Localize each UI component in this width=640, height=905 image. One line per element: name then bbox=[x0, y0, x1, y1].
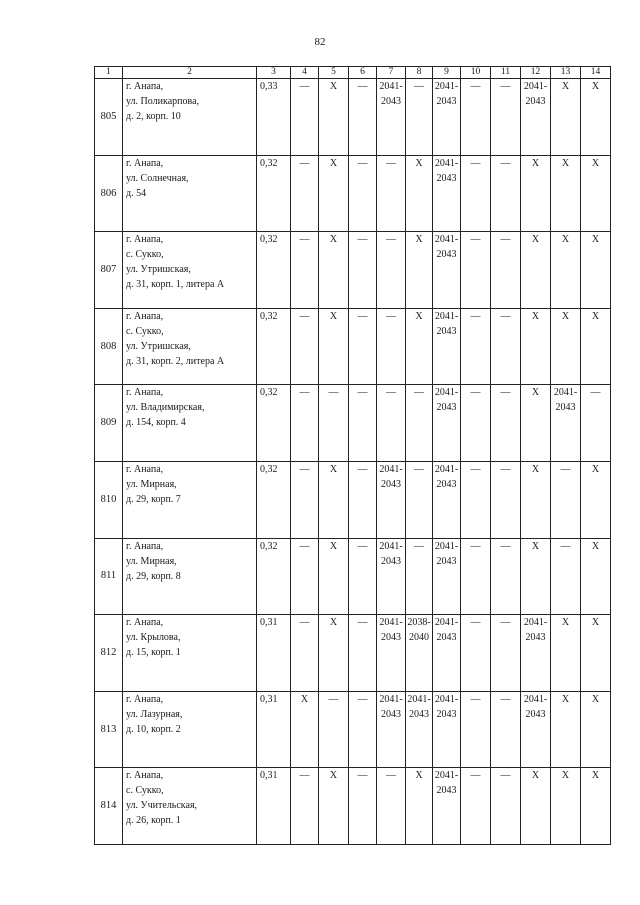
work-period-cell: 2041- 2043 bbox=[433, 79, 461, 156]
work-period-cell: — bbox=[349, 538, 377, 615]
area-cell: 0,31 bbox=[257, 768, 291, 845]
work-period-cell: 2041- 2043 bbox=[433, 461, 461, 538]
work-period-cell: — bbox=[291, 615, 319, 692]
work-period-cell: 2041- 2043 bbox=[521, 615, 551, 692]
work-period-cell: X bbox=[521, 232, 551, 309]
work-period-cell: — bbox=[491, 461, 521, 538]
work-period-cell: 2041- 2043 bbox=[433, 615, 461, 692]
work-period-cell: X bbox=[406, 232, 433, 309]
address-cell: г. Анапа, ул. Мирная, д. 29, корп. 8 bbox=[123, 538, 257, 615]
work-period-cell: — bbox=[491, 232, 521, 309]
work-period-cell: — bbox=[349, 385, 377, 462]
work-period-cell: X bbox=[551, 308, 581, 385]
column-header: 6 bbox=[349, 67, 377, 79]
work-period-cell: 2041- 2043 bbox=[377, 615, 406, 692]
column-header: 7 bbox=[377, 67, 406, 79]
work-period-cell: — bbox=[491, 79, 521, 156]
table-row bbox=[95, 155, 611, 232]
address-cell: г. Анапа, ул. Солнечная, д. 54 bbox=[123, 155, 257, 232]
table-row bbox=[95, 385, 611, 462]
area-cell: 0,32 bbox=[257, 308, 291, 385]
row-number: 813 bbox=[95, 691, 123, 768]
area-cell: 0,31 bbox=[257, 691, 291, 768]
area-cell: 0,32 bbox=[257, 155, 291, 232]
work-period-cell: — bbox=[291, 308, 319, 385]
work-period-cell: X bbox=[319, 155, 349, 232]
work-period-cell: — bbox=[349, 461, 377, 538]
work-period-cell: X bbox=[319, 232, 349, 309]
work-period-cell: — bbox=[349, 79, 377, 156]
work-period-cell: — bbox=[491, 308, 521, 385]
work-period-cell: X bbox=[319, 768, 349, 845]
work-period-cell: X bbox=[581, 768, 611, 845]
work-period-cell: — bbox=[461, 232, 491, 309]
work-period-cell: — bbox=[377, 308, 406, 385]
column-header: 14 bbox=[581, 67, 611, 79]
work-period-cell: — bbox=[491, 155, 521, 232]
column-header: 4 bbox=[291, 67, 319, 79]
work-period-cell: — bbox=[349, 768, 377, 845]
row-number: 808 bbox=[95, 308, 123, 385]
column-header: 3 bbox=[257, 67, 291, 79]
row-number: 812 bbox=[95, 615, 123, 692]
work-period-cell: — bbox=[461, 615, 491, 692]
work-period-cell: — bbox=[551, 461, 581, 538]
work-period-cell: X bbox=[581, 79, 611, 156]
address-cell: г. Анапа, с. Сукко, ул. Утришская, д. 31, корп. 1, литера А bbox=[123, 232, 257, 309]
column-header: 8 bbox=[406, 67, 433, 79]
work-period-cell: — bbox=[406, 461, 433, 538]
work-period-cell: X bbox=[581, 538, 611, 615]
work-period-cell: X bbox=[521, 461, 551, 538]
work-period-cell: — bbox=[461, 461, 491, 538]
table-row bbox=[95, 232, 611, 309]
table-body bbox=[95, 79, 611, 845]
work-period-cell: X bbox=[291, 691, 319, 768]
table-row bbox=[95, 538, 611, 615]
table-header bbox=[95, 67, 611, 79]
work-period-cell: — bbox=[406, 538, 433, 615]
column-header: 13 bbox=[551, 67, 581, 79]
work-period-cell: 2041- 2043 bbox=[433, 308, 461, 385]
work-period-cell: — bbox=[319, 691, 349, 768]
work-period-cell: — bbox=[377, 232, 406, 309]
work-period-cell: X bbox=[319, 79, 349, 156]
table-row bbox=[95, 615, 611, 692]
area-cell: 0,33 bbox=[257, 79, 291, 156]
work-period-cell: X bbox=[551, 155, 581, 232]
work-period-cell: — bbox=[581, 385, 611, 462]
column-header: 2 bbox=[123, 67, 257, 79]
table-row bbox=[95, 768, 611, 845]
work-period-cell: — bbox=[291, 461, 319, 538]
work-period-cell: — bbox=[291, 79, 319, 156]
work-period-cell: 2041- 2043 bbox=[433, 538, 461, 615]
work-period-cell: — bbox=[461, 79, 491, 156]
work-period-cell: X bbox=[521, 385, 551, 462]
work-period-cell: — bbox=[349, 308, 377, 385]
row-number: 806 bbox=[95, 155, 123, 232]
row-number: 811 bbox=[95, 538, 123, 615]
work-period-cell: 2038- 2040 bbox=[406, 615, 433, 692]
table-row bbox=[95, 461, 611, 538]
work-period-cell: 2041- 2043 bbox=[433, 232, 461, 309]
row-number: 814 bbox=[95, 768, 123, 845]
work-period-cell: — bbox=[461, 308, 491, 385]
work-period-cell: — bbox=[291, 538, 319, 615]
work-period-cell: — bbox=[349, 155, 377, 232]
work-period-cell: X bbox=[551, 79, 581, 156]
work-period-cell: — bbox=[349, 691, 377, 768]
work-period-cell: 2041- 2043 bbox=[377, 79, 406, 156]
area-cell: 0,32 bbox=[257, 232, 291, 309]
work-period-cell: — bbox=[349, 232, 377, 309]
area-cell: 0,32 bbox=[257, 538, 291, 615]
work-period-cell: X bbox=[551, 615, 581, 692]
column-header: 12 bbox=[521, 67, 551, 79]
column-header: 11 bbox=[491, 67, 521, 79]
work-period-cell: 2041- 2043 bbox=[433, 691, 461, 768]
work-period-cell: — bbox=[406, 79, 433, 156]
work-period-cell: — bbox=[291, 385, 319, 462]
address-cell: г. Анапа, ул. Мирная, д. 29, корп. 7 bbox=[123, 461, 257, 538]
work-period-cell: — bbox=[491, 385, 521, 462]
work-period-cell: 2041- 2043 bbox=[433, 385, 461, 462]
work-period-cell: X bbox=[319, 615, 349, 692]
work-period-cell: X bbox=[581, 615, 611, 692]
work-period-cell: — bbox=[461, 691, 491, 768]
work-period-cell: — bbox=[461, 155, 491, 232]
work-period-cell: 2041- 2043 bbox=[433, 155, 461, 232]
work-period-cell: — bbox=[349, 615, 377, 692]
work-period-cell: 2041- 2043 bbox=[551, 385, 581, 462]
address-cell: г. Анапа, ул. Лазурная, д. 10, корп. 2 bbox=[123, 691, 257, 768]
work-period-cell: — bbox=[291, 768, 319, 845]
work-period-cell: 2041- 2043 bbox=[521, 79, 551, 156]
work-period-cell: X bbox=[319, 461, 349, 538]
row-number: 809 bbox=[95, 385, 123, 462]
work-period-cell: — bbox=[406, 385, 433, 462]
work-period-cell: — bbox=[491, 615, 521, 692]
work-period-cell: X bbox=[406, 768, 433, 845]
register-table bbox=[94, 66, 611, 845]
work-period-cell: X bbox=[406, 155, 433, 232]
work-period-cell: 2041- 2043 bbox=[377, 538, 406, 615]
area-cell: 0,31 bbox=[257, 615, 291, 692]
header-row bbox=[95, 67, 611, 79]
work-period-cell: X bbox=[319, 308, 349, 385]
table-row bbox=[95, 308, 611, 385]
work-period-cell: — bbox=[461, 768, 491, 845]
work-period-cell: — bbox=[377, 768, 406, 845]
work-period-cell: — bbox=[551, 538, 581, 615]
work-period-cell: — bbox=[461, 385, 491, 462]
work-period-cell: 2041- 2043 bbox=[433, 768, 461, 845]
work-period-cell: X bbox=[551, 691, 581, 768]
work-period-cell: X bbox=[319, 538, 349, 615]
work-period-cell: — bbox=[377, 155, 406, 232]
work-period-cell: — bbox=[291, 155, 319, 232]
work-period-cell: X bbox=[406, 308, 433, 385]
work-period-cell: X bbox=[521, 155, 551, 232]
work-period-cell: X bbox=[581, 232, 611, 309]
work-period-cell: X bbox=[521, 308, 551, 385]
work-period-cell: — bbox=[377, 385, 406, 462]
area-cell: 0,32 bbox=[257, 461, 291, 538]
row-number: 805 bbox=[95, 79, 123, 156]
work-period-cell: X bbox=[521, 538, 551, 615]
work-period-cell: 2041- 2043 bbox=[521, 691, 551, 768]
work-period-cell: — bbox=[461, 538, 491, 615]
page-number: 82 bbox=[314, 36, 326, 48]
work-period-cell: 2041- 2043 bbox=[406, 691, 433, 768]
work-period-cell: — bbox=[491, 691, 521, 768]
address-cell: г. Анапа, с. Сукко, ул. Утришская, д. 31, корп. 2, литера А bbox=[123, 308, 257, 385]
address-cell: г. Анапа, ул. Владимирская, д. 154, корп. 4 bbox=[123, 385, 257, 462]
work-period-cell: — bbox=[491, 538, 521, 615]
work-period-cell: — bbox=[291, 232, 319, 309]
column-header: 9 bbox=[433, 67, 461, 79]
row-number: 807 bbox=[95, 232, 123, 309]
address-cell: г. Анапа, с. Сукко, ул. Учительская, д. 26, корп. 1 bbox=[123, 768, 257, 845]
work-period-cell: X bbox=[551, 768, 581, 845]
row-number: 810 bbox=[95, 461, 123, 538]
work-period-cell: X bbox=[581, 691, 611, 768]
area-cell: 0,32 bbox=[257, 385, 291, 462]
work-period-cell: X bbox=[581, 461, 611, 538]
address-cell: г. Анапа, ул. Крылова, д. 15, корп. 1 bbox=[123, 615, 257, 692]
work-period-cell: 2041- 2043 bbox=[377, 461, 406, 538]
work-period-cell: X bbox=[521, 768, 551, 845]
work-period-cell: X bbox=[551, 232, 581, 309]
work-period-cell: 2041- 2043 bbox=[377, 691, 406, 768]
table-row bbox=[95, 79, 611, 156]
table-row bbox=[95, 691, 611, 768]
work-period-cell: — bbox=[491, 768, 521, 845]
column-header: 10 bbox=[461, 67, 491, 79]
work-period-cell: X bbox=[581, 308, 611, 385]
column-header: 5 bbox=[319, 67, 349, 79]
address-cell: г. Анапа, ул. Поликарпова, д. 2, корп. 10 bbox=[123, 79, 257, 156]
work-period-cell: — bbox=[319, 385, 349, 462]
column-header: 1 bbox=[95, 67, 123, 79]
work-period-cell: X bbox=[581, 155, 611, 232]
